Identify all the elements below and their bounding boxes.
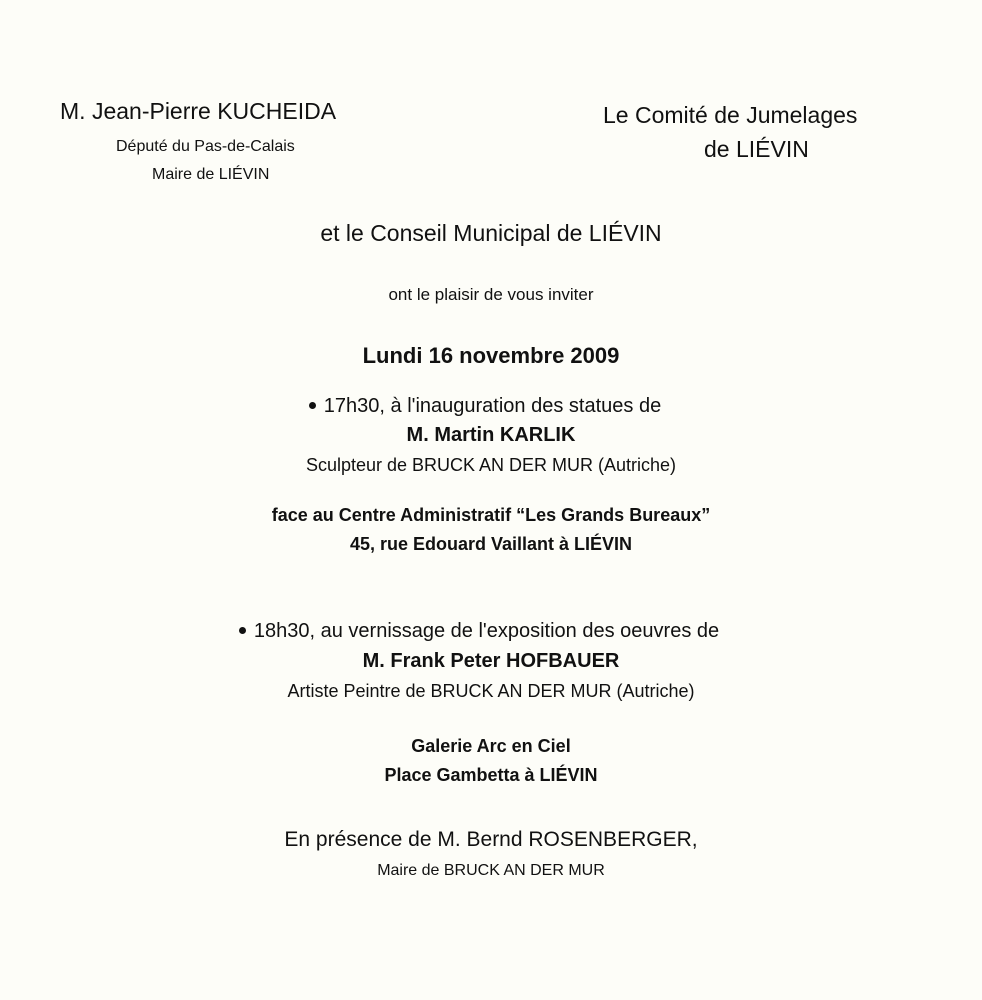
presence-line: En présence de M. Bernd ROSENBERGER, (284, 828, 698, 851)
event-1-time (0, 395, 976, 418)
event-2-time-text: 18h30, au vernissage de l'exposition des oeuvres de (253, 620, 720, 642)
event-2-person-role: Artiste Peintre de BRUCK AN DER MUR (Autriche) (287, 681, 695, 701)
event-date: Lundi 16 novembre 2009 (362, 343, 620, 368)
twinning-committee-line2: de LIÉVIN (704, 136, 809, 162)
host-name: M. Jean-Pierre KUCHEIDA (60, 98, 337, 124)
event-1-time-text: 17h30, à l'inauguration des statues de (323, 395, 662, 417)
council-line: et le Conseil Municipal de LIÉVIN (320, 220, 662, 246)
bullet-icon (309, 402, 316, 409)
host-role-deputy: Député du Pas-de-Calais (116, 138, 295, 155)
event-2-time (0, 620, 970, 643)
invite-text: ont le plaisir de vous inviter (388, 285, 594, 304)
event-2-person: M. Frank Peter HOFBAUER (362, 650, 620, 672)
event-1-location-2: 45, rue Edouard Vaillant à LIÉVIN (349, 534, 633, 554)
event-2-location-1: Galerie Arc en Ciel (411, 736, 571, 756)
presence-role: Maire de BRUCK AN DER MUR (377, 862, 605, 879)
twinning-committee-line1: Le Comité de Jumelages (603, 102, 858, 128)
event-1-person: M. Martin KARLIK (406, 424, 576, 446)
event-1-person-role: Sculpteur de BRUCK AN DER MUR (Autriche) (305, 455, 677, 475)
event-1-location-1: face au Centre Administratif “Les Grands Bureaux” (271, 505, 711, 525)
bullet-icon (239, 627, 246, 634)
host-role-mayor: Maire de LIÉVIN (152, 166, 270, 183)
event-2-location-2: Place Gambetta à LIÉVIN (384, 765, 598, 785)
